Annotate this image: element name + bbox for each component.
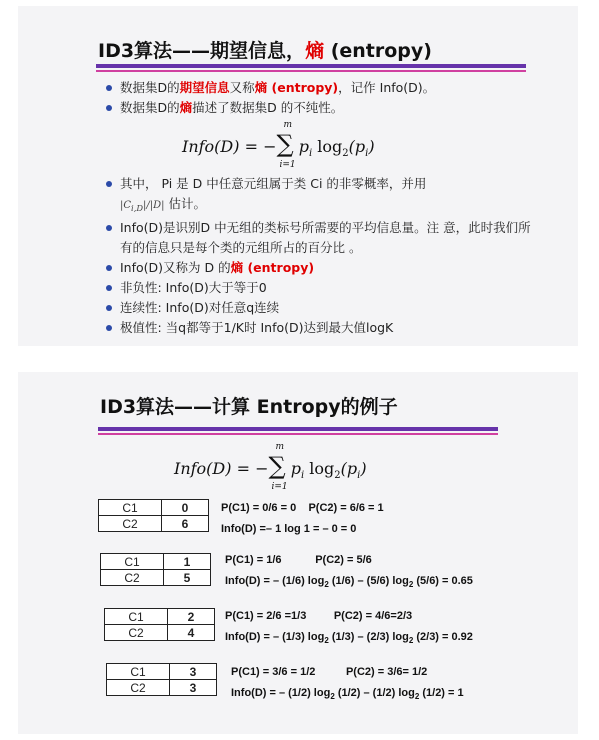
table-cell: C2: [107, 680, 170, 696]
bullet-icon: [106, 225, 112, 231]
table-cell: 4: [168, 625, 215, 641]
probability-line: P(C1) = 0/6 = 0 P(C2) = 6/6 = 1: [221, 502, 384, 514]
info-result: Info(D) = – (1/2) $\log_2 (1/2) - (1/2)$ $\log_2 (1/2) = 1$: [231, 687, 464, 702]
bullet-icon: [106, 325, 112, 331]
table-cell: C2: [99, 516, 162, 532]
table-cell: C1: [107, 664, 170, 680]
table-cell: 1: [164, 554, 211, 570]
table-cell: 2: [168, 609, 215, 625]
entropy-formula: Info(D) = −∑ m i=1 $p_i$ $\log_2(p_i)$: [174, 442, 367, 492]
table-cell: 5: [164, 570, 211, 586]
info-result: Info(D) = – (1/3) $\log_2 (1/3) - (2/3)$ $\log_2 (2/3) = 0.92$: [225, 631, 473, 646]
list-item: 数据集D的期望信息又称熵 (entropy)，记作 Info(D)。: [106, 78, 536, 98]
table-cell: C2: [105, 625, 168, 641]
bullet-icon: [106, 265, 112, 271]
info-result: Info(D) =– 1 log 1 = – 0 = 0: [221, 523, 357, 535]
table-cell: C1: [101, 554, 164, 570]
bullet-icon: [106, 85, 112, 91]
list-item: 连续性: Info(D)对任意q连续: [106, 298, 536, 318]
list-item: Info(D)是识别D 中无组的类标号所需要的平均信息量。注 意，此时我们所有的信息只是每个类的元组所占的百分比 。: [106, 218, 536, 258]
class-count-table: [106, 663, 217, 696]
list-item: 数据集D的熵描述了数据集D 的不纯性。: [106, 98, 536, 118]
list-item: Info(D)又称为 D 的熵 (entropy): [106, 258, 536, 278]
bullet-icon: [106, 181, 112, 187]
info-result: Info(D) = – (1/6) $\log_2 (1/6) - (5/6)$ $\log_2 (5/6) = 0.65$: [225, 575, 473, 590]
definition-list: [106, 78, 536, 338]
table-cell: C1: [105, 609, 168, 625]
probability-line: P(C1) = 1/6 P(C2) = 5/6: [225, 554, 372, 566]
title-underline: [98, 427, 498, 435]
class-count-table: [100, 553, 211, 586]
slide-entropy-example: [18, 372, 578, 734]
table-cell: 3: [170, 680, 217, 696]
slide2-title: ID3算法——计算 Entropy的例子: [100, 396, 398, 418]
list-item: 非负性: Info(D)大于等于0: [106, 278, 536, 298]
table-cell: C1: [99, 500, 162, 516]
probability-line: P(C1) = 3/6 = 1/2 P(C2) = 3/6= 1/2: [231, 666, 428, 678]
table-cell: 3: [170, 664, 217, 680]
slide-entropy-definition: [18, 6, 578, 346]
table-cell: C2: [101, 570, 164, 586]
probability-line: P(C1) = 2/6 =1/3 P(C2) = 4/6=2/3: [225, 610, 413, 622]
table-cell: 0: [162, 500, 209, 516]
list-item: 极值性: 当q都等于1/K时 Info(D)达到最大值logK: [106, 318, 536, 338]
bullet-icon: [106, 105, 112, 111]
table-cell: 6: [162, 516, 209, 532]
class-count-table: [98, 499, 209, 532]
bullet-icon: [106, 305, 112, 311]
list-item: 其中， Pi 是 D 中任意元组属于类 Ci 的非零概率，并用 $|C_{i,D}|/|D|$ 估计。: [106, 174, 536, 218]
bullet-icon: [106, 285, 112, 291]
slide1-title: ID3算法——期望信息，熵 (entropy): [98, 40, 432, 62]
title-underline: [96, 64, 526, 72]
entropy-formula: Info(D) = −∑ m i=1 $p_i$ $\log_2(p_i)$: [182, 120, 375, 170]
class-count-table: [104, 608, 215, 641]
